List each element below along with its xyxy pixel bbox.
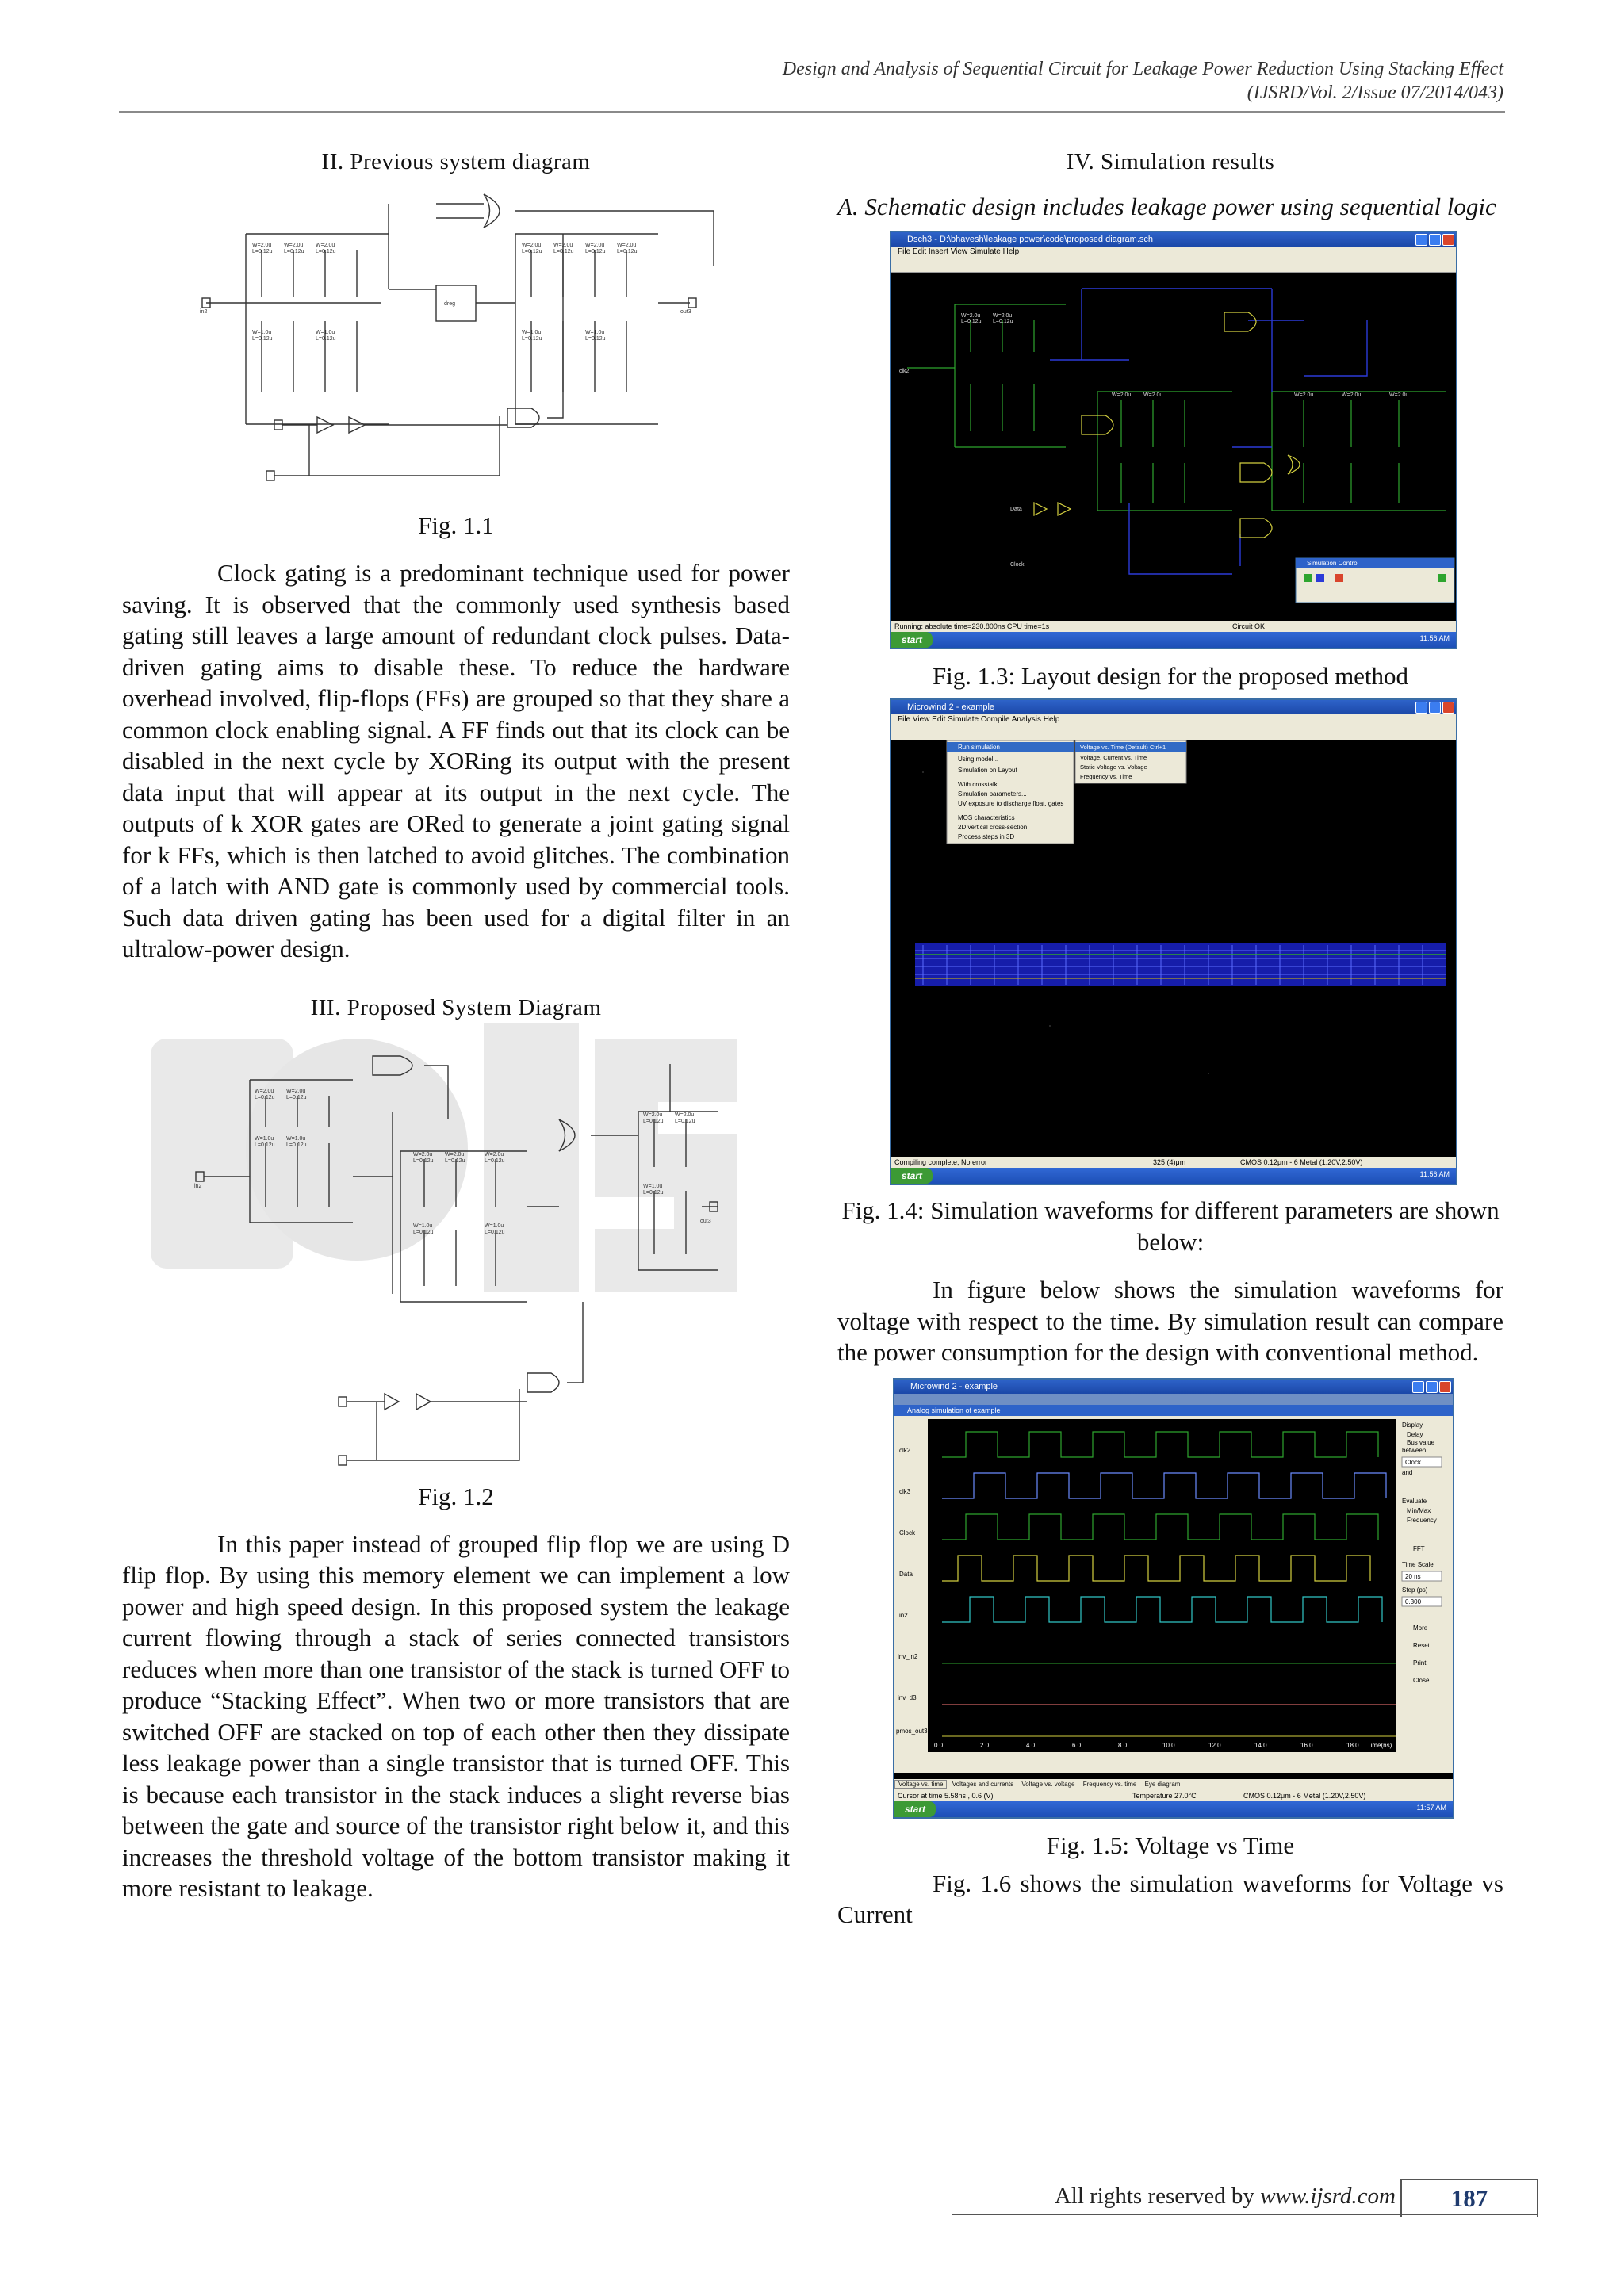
svg-text:L=0.12u: L=0.12u — [284, 249, 304, 254]
svg-text:Bus value: Bus value — [1407, 1438, 1435, 1446]
svg-text:Clock: Clock — [899, 1529, 916, 1536]
simulation-indicator-icon — [1438, 574, 1446, 582]
svg-text:out3: out3 — [700, 1218, 711, 1224]
svg-text:Display: Display — [1402, 1421, 1423, 1429]
header-citation: (IJSRD/Vol. 2/Issue 07/2014/043) — [1247, 82, 1503, 103]
svg-text:20 ns: 20 ns — [1405, 1572, 1421, 1580]
start-button[interactable]: start — [894, 1801, 936, 1817]
section-heading-previous: II. Previous system diagram — [321, 149, 591, 174]
microwind-toolbar[interactable] — [891, 725, 1456, 740]
figure-1-4-caption: Fig. 1.4: Simulation waveforms for different parameters are shown below: — [841, 1196, 1500, 1256]
svg-text:W=1.0u: W=1.0u — [585, 330, 605, 335]
svg-text:W=2.0u: W=2.0u — [1143, 392, 1163, 398]
svg-text:L=0.12u: L=0.12u — [522, 249, 542, 254]
svg-text:L=0.12u: L=0.12u — [993, 319, 1013, 324]
svg-text:L=0.12u: L=0.12u — [585, 336, 606, 342]
svg-text:W=2.0u: W=2.0u — [617, 243, 637, 248]
close-icon[interactable] — [1439, 1381, 1451, 1393]
analog-inner-title: Analog simulation of example — [894, 1405, 1453, 1416]
paragraph-simulation-waveforms: In figure below shows the simulation waveforms for voltage with respect to the time. By simulation result can compare the power consumption for the design with conventional method. — [837, 1276, 1503, 1366]
svg-text:in2: in2 — [200, 309, 208, 315]
svg-text:dreg: dreg — [444, 301, 456, 307]
svg-text:Close: Close — [1413, 1676, 1430, 1684]
svg-text:L=0.12u: L=0.12u — [255, 1094, 275, 1100]
svg-text:Data: Data — [899, 1570, 913, 1578]
svg-text:W=2.0u: W=2.0u — [553, 243, 573, 248]
svg-text:W=2.0u: W=2.0u — [961, 313, 981, 319]
figure-1-1 — [198, 186, 714, 503]
svg-text:W=2.0u: W=2.0u — [522, 243, 542, 248]
svg-text:between: between — [1402, 1446, 1427, 1454]
svg-text:L=0.12u: L=0.12u — [553, 249, 574, 254]
svg-text:Frequency vs. Time: Frequency vs. Time — [1080, 773, 1132, 780]
svg-text:W=2.0u: W=2.0u — [585, 243, 605, 248]
svg-text:L=0.12u: L=0.12u — [485, 1158, 505, 1164]
svg-text:Static Voltage vs. Voltage: Static Voltage vs. Voltage — [1080, 763, 1147, 771]
svg-text:W=2.0u: W=2.0u — [255, 1088, 274, 1094]
svg-text:inv_in2: inv_in2 — [898, 1652, 918, 1660]
svg-text:L=0.12u: L=0.12u — [413, 1158, 434, 1164]
svg-text:L=0.12u: L=0.12u — [961, 319, 982, 324]
dsch-taskbar: start 11:56 AM — [891, 632, 1456, 648]
svg-text:Clock: Clock — [1405, 1458, 1422, 1466]
stop-button[interactable] — [1335, 574, 1343, 582]
svg-text:W=2.0u: W=2.0u — [252, 243, 272, 248]
svg-text:L=0.12u: L=0.12u — [522, 336, 542, 342]
svg-text:UV exposure to discharge float: UV exposure to discharge float. gates — [958, 800, 1064, 807]
dsch-screenshot — [890, 231, 1457, 649]
svg-text:W=2.0u: W=2.0u — [643, 1112, 663, 1118]
svg-text:Time(ns): Time(ns) — [1367, 1741, 1392, 1749]
svg-text:18.0: 18.0 — [1346, 1741, 1359, 1749]
svg-text:With crosstalk: With crosstalk — [958, 781, 998, 788]
svg-text:4.0: 4.0 — [1026, 1741, 1036, 1749]
svg-text:Using model...: Using model... — [958, 756, 999, 763]
close-icon[interactable] — [1442, 234, 1454, 246]
figure-1-1-caption: Fig. 1.1 — [418, 511, 494, 539]
figure-1-3-caption: Fig. 1.3: Layout design for the proposed method — [932, 662, 1409, 690]
svg-text:W=2.0u: W=2.0u — [675, 1112, 695, 1118]
analog-simulation-screenshot — [893, 1378, 1454, 1819]
svg-text:W=2.0u: W=2.0u — [993, 313, 1013, 319]
dsch-statusbar: Running: absolute time=230.800ns CPU time=1s Circuit OK — [891, 621, 1456, 632]
svg-text:14.0: 14.0 — [1254, 1741, 1267, 1749]
simulation-control-title: Simulation Control — [1307, 560, 1359, 567]
analog-menubar — [894, 1394, 1453, 1405]
svg-text:L=0.12u: L=0.12u — [643, 1189, 664, 1196]
svg-text:Step (ps): Step (ps) — [1402, 1586, 1428, 1594]
svg-text:L=0.12u: L=0.12u — [252, 336, 273, 342]
svg-text:W=1.0u: W=1.0u — [413, 1223, 433, 1229]
svg-text:W=1.0u: W=1.0u — [252, 330, 272, 335]
svg-text:L=0.12u: L=0.12u — [617, 249, 638, 254]
copyright-text: All rights reserved by www.ijsrd.com — [1054, 2183, 1396, 2209]
svg-text:2.0: 2.0 — [980, 1741, 990, 1749]
start-button[interactable]: start — [891, 632, 933, 648]
svg-text:W=2.0u: W=2.0u — [413, 1151, 433, 1158]
svg-text:W=2.0u: W=2.0u — [1112, 392, 1132, 398]
svg-text:More: More — [1413, 1624, 1428, 1632]
left-column — [122, 143, 790, 1904]
figure-1-2 — [194, 1032, 718, 1476]
svg-text:in2: in2 — [194, 1183, 202, 1189]
dsch-titlebar: Dsch3 - D:\bhavesh\leakage power\code\proposed diagram.sch — [891, 232, 1456, 247]
microwind-taskbar: start 11:56 AM — [891, 1168, 1456, 1184]
svg-text:Voltage vs. Time (Default) Ct: Voltage vs. Time (Default) Ctrl+1 — [1080, 744, 1166, 751]
header-rule — [119, 111, 1505, 113]
svg-text:Run simulation: Run simulation — [958, 744, 1000, 751]
start-button[interactable]: start — [891, 1168, 933, 1184]
step-button[interactable] — [1316, 574, 1324, 582]
previous-system-schematic — [198, 186, 714, 503]
tab-frequency-vs-time: Frequency vs. time — [1082, 1780, 1137, 1788]
svg-text:2D vertical cross-section: 2D vertical cross-section — [958, 824, 1028, 831]
svg-text:Process steps in 3D: Process steps in 3D — [958, 833, 1015, 840]
svg-text:L=0.12u: L=0.12u — [675, 1118, 695, 1124]
svg-text:L=0.12u: L=0.12u — [585, 249, 606, 254]
paragraph-clock-gating: Clock gating is a predominant technique used for power saving. It is observed that the commonly used synthesis based gating still leaves a large amount of redundant clock pulses. Data-driven gating aims to disable these. To reduce the hardware overhead involved, flip-flops (FFs) are grouped so that they share a common clock enabling signal. A FF finds out that its clock can be disabled in the next cycle by XORing its output with the present data input that will appear at its output in the next cycle. The outputs of k XOR gates are ORed to generate a joint gating signal for k FFs, which is then latched to avoid glitches. The combination of a latch with AND gate is commonly used by commercial tools. Such data driven gating has been used for a digital filter in an ultralow-power design. — [122, 559, 790, 962]
minimize-icon[interactable] — [1415, 702, 1427, 714]
svg-text:clk3: clk3 — [899, 1487, 911, 1495]
svg-text:clk2: clk2 — [899, 1446, 911, 1454]
svg-text:W=2.0u: W=2.0u — [1389, 392, 1409, 398]
svg-text:pmos_out3: pmos_out3 — [896, 1727, 928, 1735]
figure-1-2-caption: Fig. 1.2 — [418, 1482, 494, 1510]
svg-text:W=2.0u: W=2.0u — [485, 1151, 504, 1158]
svg-text:12.0: 12.0 — [1208, 1741, 1221, 1749]
dsch-toolbar[interactable] — [891, 258, 1456, 273]
tab-voltage-vs-time: Voltage vs. time — [894, 1780, 947, 1789]
svg-text:W=1.0u: W=1.0u — [643, 1183, 663, 1189]
svg-text:L=0.12u: L=0.12u — [316, 249, 336, 254]
svg-text:L=0.12u: L=0.12u — [485, 1229, 505, 1235]
section-heading-simulation: IV. Simulation results — [1066, 149, 1275, 174]
svg-text:L=0.12u: L=0.12u — [316, 336, 336, 342]
svg-text:6.0: 6.0 — [1072, 1741, 1082, 1749]
svg-text:Print: Print — [1413, 1659, 1427, 1667]
minimize-icon[interactable] — [1412, 1381, 1424, 1393]
maximize-icon[interactable] — [1426, 1381, 1438, 1393]
page-number: 187 — [1400, 2179, 1538, 2217]
dsch-menubar[interactable]: File Edit Insert View Simulate Help — [891, 247, 1456, 258]
play-button[interactable] — [1304, 574, 1312, 582]
svg-text:W=1.0u: W=1.0u — [522, 330, 542, 335]
svg-text:L=0.12u: L=0.12u — [643, 1118, 664, 1124]
paragraph-fig-1-6: Fig. 1.6 shows the simulation waveforms for Voltage vs Current — [837, 1869, 1503, 1928]
svg-text:W=2.0u: W=2.0u — [286, 1088, 306, 1094]
svg-text:W=2.0u: W=2.0u — [445, 1151, 465, 1158]
svg-text:10.0: 10.0 — [1162, 1741, 1175, 1749]
svg-text:L=0.12u: L=0.12u — [255, 1142, 275, 1148]
svg-text:W=2.0u: W=2.0u — [316, 243, 335, 248]
analog-taskbar: start 11:57 AM — [894, 1801, 1453, 1817]
microwind-menubar[interactable]: File View Edit Simulate Compile Analysis Help — [891, 714, 1456, 725]
svg-text:MOS characteristics: MOS characteristics — [958, 814, 1015, 821]
svg-text:W=1.0u: W=1.0u — [316, 330, 335, 335]
svg-text:Clock: Clock — [1010, 562, 1025, 568]
tab-voltage-vs-voltage: Voltage vs. voltage — [1021, 1780, 1075, 1788]
svg-text:W=1.0u: W=1.0u — [286, 1135, 306, 1142]
svg-text:Simulation parameters...: Simulation parameters... — [958, 790, 1027, 798]
analog-waveform-canvas[interactable] — [894, 1416, 1453, 1773]
close-icon[interactable] — [1442, 702, 1454, 714]
svg-text:16.0: 16.0 — [1300, 1741, 1313, 1749]
svg-text:Voltage, Current vs. Time: Voltage, Current vs. Time — [1080, 754, 1147, 761]
svg-text:in2: in2 — [899, 1611, 908, 1619]
svg-text:W=1.0u: W=1.0u — [255, 1135, 274, 1142]
svg-text:L=0.12u: L=0.12u — [286, 1142, 307, 1148]
subheading-schematic-design: A. Schematic design includes leakage power using sequential logic — [837, 193, 1496, 220]
analog-titlebar: Microwind 2 - example — [894, 1380, 1453, 1394]
analog-statusbar: Cursor at time 5.58ns , 0.6 (V) Temperature 27.0°C CMOS 0.12μm - 6 Metal (1.20V,2.50V) — [894, 1790, 1453, 1801]
svg-text:0.300: 0.300 — [1405, 1598, 1422, 1605]
analog-tabs[interactable] — [894, 1779, 1453, 1790]
dsch-schematic-canvas[interactable] — [891, 273, 1456, 606]
svg-text:L=0.12u: L=0.12u — [413, 1229, 434, 1235]
svg-text:Evaluate: Evaluate — [1402, 1497, 1427, 1505]
svg-text:Simulation on Layout: Simulation on Layout — [958, 767, 1017, 774]
header-title: Design and Analysis of Sequential Circuit for Leakage Power Reduction Using Stacking Effect — [782, 59, 1503, 79]
microwind-titlebar: Microwind 2 - example — [891, 700, 1456, 714]
svg-text:L=0.12u: L=0.12u — [445, 1158, 465, 1164]
minimize-icon[interactable] — [1415, 234, 1427, 246]
tab-voltages-and-currents: Voltages and currents — [952, 1780, 1014, 1788]
svg-text:FFT: FFT — [1413, 1544, 1425, 1552]
figure-1-5-caption: Fig. 1.5: Voltage vs Time — [1046, 1831, 1295, 1859]
svg-text:Data: Data — [1010, 507, 1022, 512]
svg-text:and: and — [1402, 1468, 1413, 1476]
svg-text:inv_d3: inv_d3 — [898, 1693, 917, 1701]
svg-text:Reset: Reset — [1413, 1641, 1430, 1649]
proposed-system-schematic — [194, 1032, 718, 1476]
svg-text:Delay: Delay — [1407, 1430, 1423, 1438]
footer-rule — [952, 2214, 1538, 2215]
svg-text:L=0.12u: L=0.12u — [252, 249, 273, 254]
svg-text:0.0: 0.0 — [934, 1741, 944, 1749]
svg-text:W=1.0u: W=1.0u — [485, 1223, 504, 1229]
svg-text:8.0: 8.0 — [1118, 1741, 1128, 1749]
maximize-icon[interactable] — [1429, 234, 1441, 246]
paragraph-stacking-effect: In this paper instead of grouped flip flop we are using D flip flop. By using this memory element we can implement a low power and high speed design. In this proposed system the leakage current flowing through a stack of series connected transistors reduces when more than one transistor of the stack is turned OFF to produce “Stacking Effect”. When two or more transistors that are switched OFF are stacked on top of each other then they dissipate less leakage power than a single transistor that is turned OFF. This is because each transistor in the stack induces a slight reverse bias between the gate and source of the transistor right below it, and this increases the threshold voltage of the bottom transistor making it more resistant to leakage. — [122, 1529, 790, 1902]
right-column — [837, 143, 1503, 1931]
maximize-icon[interactable] — [1429, 702, 1441, 714]
svg-text:clk2: clk2 — [899, 369, 910, 374]
svg-text:L=0.12u: L=0.12u — [286, 1094, 307, 1100]
svg-text:W=2.0u: W=2.0u — [1294, 392, 1314, 398]
svg-text:Min/Max: Min/Max — [1407, 1506, 1431, 1514]
svg-text:out3: out3 — [680, 309, 691, 315]
svg-text:W=2.0u: W=2.0u — [284, 243, 304, 248]
svg-text:Frequency: Frequency — [1407, 1516, 1437, 1524]
svg-text:Time Scale: Time Scale — [1402, 1560, 1434, 1568]
page-footer — [952, 2179, 1538, 2217]
journal-url[interactable]: www.ijsrd.com — [1260, 2183, 1396, 2209]
svg-text:W=2.0u: W=2.0u — [1342, 392, 1362, 398]
running-header — [783, 57, 1503, 105]
section-heading-proposed: III. Proposed System Diagram — [310, 994, 602, 1020]
microwind-statusbar: Compiling complete, No error 325 (4)μm CMOS 0.12μm - 6 Metal (1.20V,2.50V) — [891, 1157, 1456, 1168]
microwind-layout-canvas[interactable] — [891, 740, 1456, 1153]
tab-eye-diagram: Eye diagram — [1144, 1780, 1181, 1788]
microwind-layout-screenshot — [890, 698, 1457, 1185]
